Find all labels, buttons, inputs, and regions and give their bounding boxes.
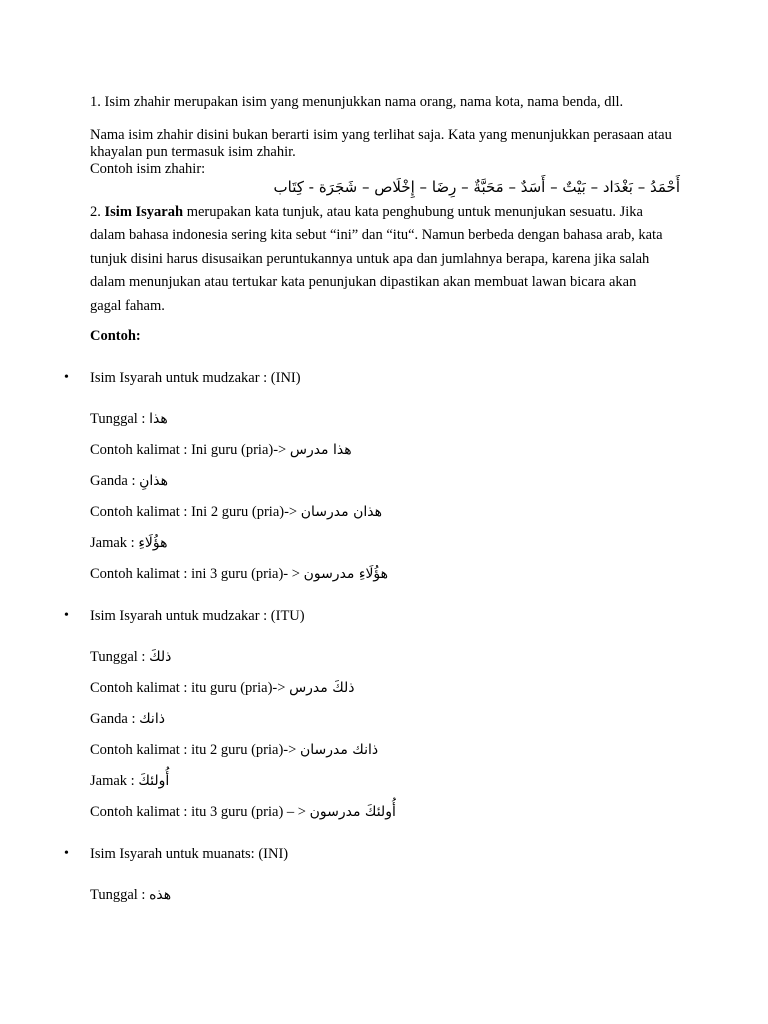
arabic-text: أُولئكَ [138,773,170,789]
row-label: Contoh kalimat : itu guru (pria)-> [90,680,290,696]
arabic-text: هذه [149,887,172,903]
contoh-heading-text: Contoh: [90,328,141,344]
arabic-text: أُولئكَ مدرسون [309,804,396,820]
bullet-marker: • [64,608,69,623]
paragraph-isim-zhahir-note [90,127,680,178]
arabic-text: هؤُلَاءِ [138,535,168,551]
arabic-text: هذا مدرس [289,442,352,458]
contoh-isim-zhahir-label: Contoh isim zhahir: [90,161,206,177]
list-item [90,502,382,522]
row-label: Jamak : [90,535,139,551]
list-item [90,678,355,698]
list-item [90,802,396,822]
arabic-text: ذانك مدرسان [299,742,379,758]
row-label: Ganda : [90,711,140,727]
row-label: Tunggal : [90,887,150,903]
row-label: Contoh kalimat : ini 3 guru (pria)- > [90,566,304,582]
list-item [90,409,168,429]
row-label: Contoh kalimat : Ini 2 guru (pria)-> [90,504,301,520]
bullet-marker: • [64,846,69,861]
isim-zhahir-definition: 1. Isim zhahir merupakan isim yang menunjukkan nama orang, nama kota, nama benda, dll. [90,94,624,110]
arabic-text: هؤُلَاءِ مدرسون [303,566,389,582]
paragraph-number: 2. [90,204,101,220]
row-label: Contoh kalimat : itu 3 guru (pria) – > [90,804,310,820]
list-item [90,533,168,553]
arabic-examples-line: أَحْمَدُ – بَغْدَاد – بَيْتٌ – أَسَدٌ – مَحَبَّةٌ – رِضَا – إِخْلَاص – شَجَرَة - كِتَاب [273,178,680,196]
row-label: Tunggal : [90,649,150,665]
section-title-mudzakar-ini: Isim Isyarah untuk mudzakar : (INI) [90,370,301,386]
list-item [90,564,388,584]
arabic-text: ذانك [139,711,165,727]
list-item [90,885,171,905]
arabic-text: هذانِ [139,473,169,489]
list-item [90,740,378,760]
row-label: Jamak : [90,773,139,789]
arabic-text: ذلكَ [149,649,172,665]
row-label: Ganda : [90,473,140,489]
list-item [90,771,169,791]
list-item [90,647,171,667]
contoh-heading [90,326,141,346]
row-label: Contoh kalimat : Ini guru (pria)-> [90,442,290,458]
arabic-text: هذان مدرسان [300,504,382,520]
paragraph-isim-isyarah [90,201,665,318]
list-item [90,471,168,491]
bullet-marker: • [64,370,69,385]
arabic-text: هذا [149,411,168,427]
section-title-muanats-ini: Isim Isyarah untuk muanats: (INI) [90,846,289,862]
isim-zhahir-note: Nama isim zhahir disini bukan berarti isim yang terlihat saja. Kata yang menunjukkan perasaan atau khayalan pun termasuk isim zhahir. [90,127,672,160]
isim-isyarah-definition: merupakan kata tunjuk, atau kata penghubung untuk menunjukan sesuatu. Jika dalam bahasa indonesia sering kita sebut “ini” dan “itu“. Namun berbeda dengan bahasa arab, kata tunjuk disini harus disusaikan peruntukannya untuk apa dan jumlahnya berapa, karena jika salah dalam menunjukan atau tertukar kata penunjukan dipastikan akan membuat lawan bicara akan gagal faham. [90,204,663,314]
list-item [90,709,165,729]
arabic-text: ذلكَ مدرس [289,680,355,696]
row-label: Contoh kalimat : itu 2 guru (pria)-> [90,742,300,758]
paragraph-isim-zhahir [90,94,680,111]
isim-isyarah-term: Isim Isyarah [104,204,184,220]
list-item [90,440,352,460]
row-label: Tunggal : [90,411,150,427]
section-title-mudzakar-itu: Isim Isyarah untuk mudzakar : (ITU) [90,608,305,624]
